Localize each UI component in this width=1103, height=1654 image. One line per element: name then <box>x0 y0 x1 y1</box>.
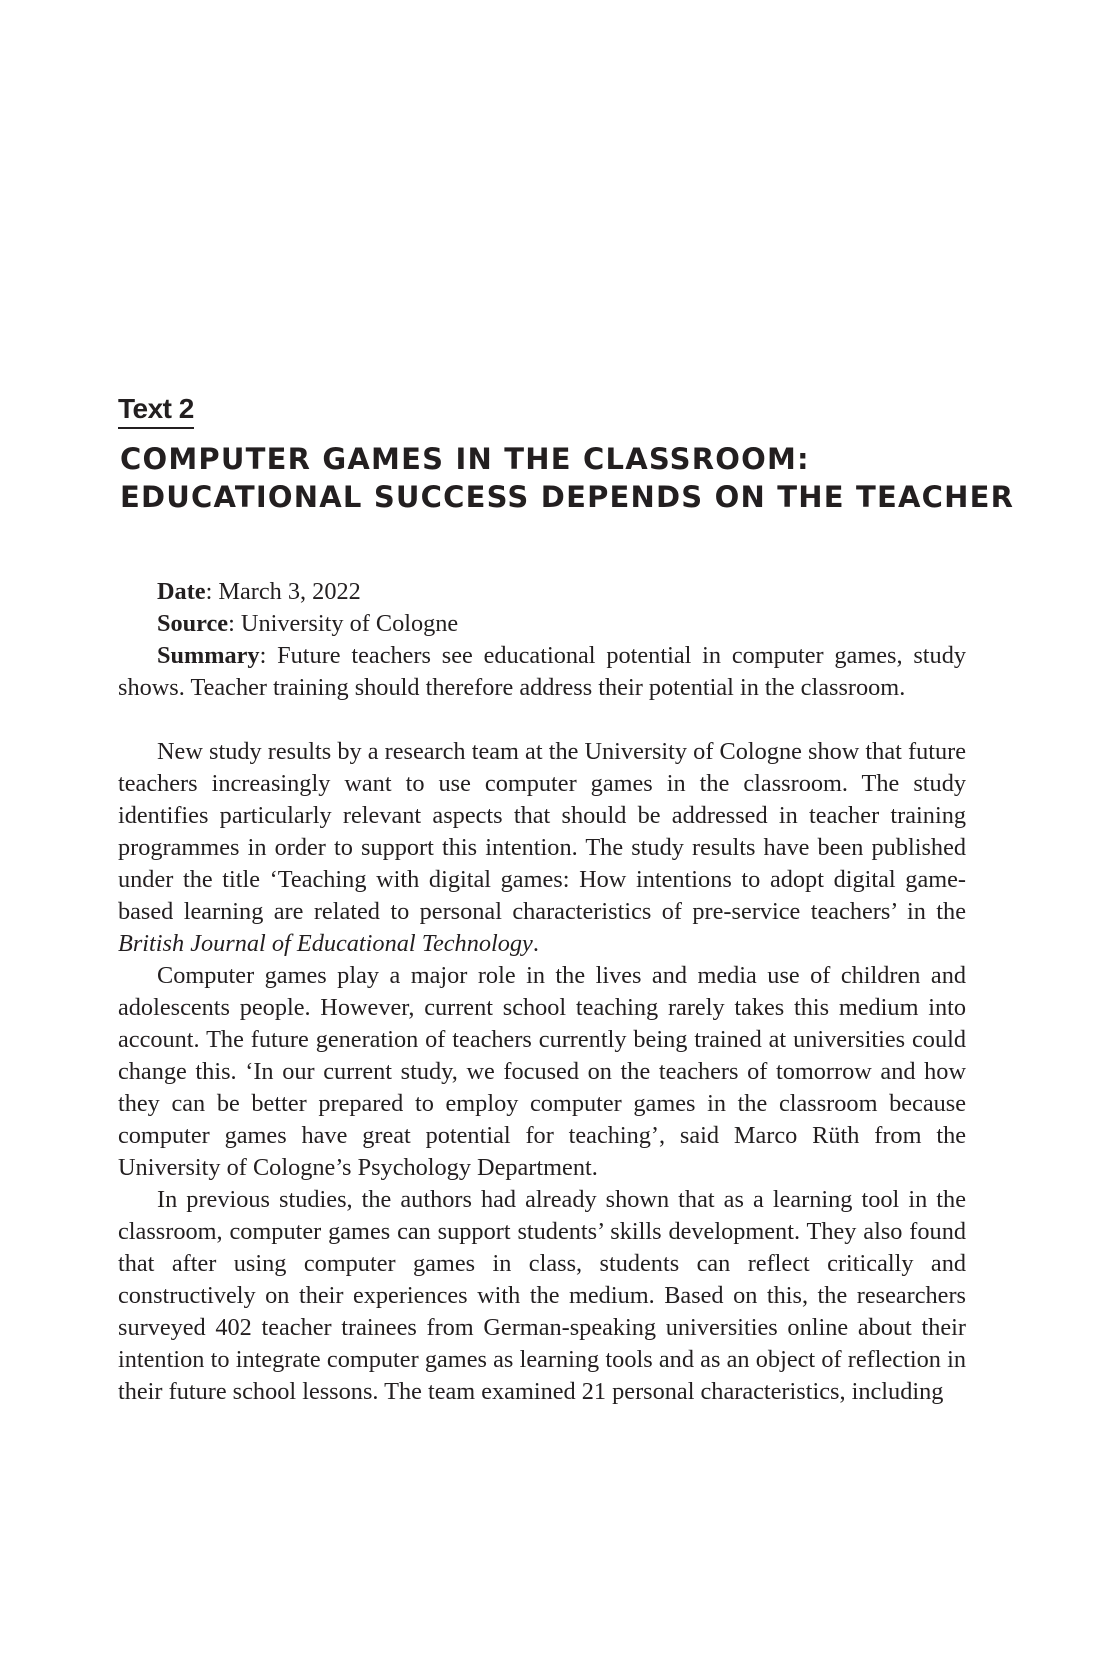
journal-title: British Journal of Educational Technology <box>118 930 533 957</box>
paragraph-1-text: New study results by a research team at the University of Cologne show that future teachers increasingly want to use computer games in the classroom. The study identifies particularly relevant aspects that should be addressed in teacher training programmes in order to support this intention. The study results have been published under the title ‘Teaching with digital games: How intentions to adopt digital game-based learning are related to personal characteristics of pre-service teachers’ in the <box>118 738 966 925</box>
article-body <box>118 576 966 1408</box>
paragraph-2: Computer games play a major role in the lives and media use of children and adolescents people. However, current school teaching rarely takes this medium into account. The future generation of teachers currently being trained at universities could change this. ‘In our current study, we focused on the teachers of tomorrow and how they can be better prepared to employ computer games in the classroom because computer games have great potential for teaching’, said Marco Rüth from the University of Cologne’s Psychology Department. <box>118 962 966 1181</box>
date-value: : March 3, 2022 <box>205 578 361 605</box>
source-line <box>118 608 966 640</box>
summary-value: : Future teachers see educational potential in computer games, study shows. Teacher training should therefore address their potential in the classroom. <box>118 642 966 701</box>
paragraph-3: In previous studies, the authors had already shown that as a learning tool in the classroom, computer games can support students’ skills development. They also found that after using computer games in class, students can reflect critically and constructively on their experiences with the medium. Based on this, the researchers surveyed 402 teacher trainees from German-speaking universities online about their intention to integrate computer games as learning tools and as an object of reflection in their future school lessons. The team examined 21 personal characteristics, including <box>118 1186 966 1405</box>
paragraph-1-end: . <box>532 930 539 957</box>
summary-line <box>118 640 966 704</box>
article-title <box>120 440 1020 516</box>
article-title-line-2: EDUCATIONAL SUCCESS DEPENDS ON THE TEACHER <box>120 480 1015 514</box>
source-label: Source <box>157 610 229 637</box>
text-number-label: Text 2 <box>118 392 194 429</box>
date-label: Date <box>157 578 206 605</box>
paragraph-1 <box>118 736 966 960</box>
date-line <box>118 576 966 608</box>
summary-label: Summary <box>157 642 260 669</box>
source-value: : University of Cologne <box>228 610 459 637</box>
section-gap <box>118 704 966 736</box>
article-title-line-1: COMPUTER GAMES IN THE CLASSROOM: <box>120 442 810 476</box>
